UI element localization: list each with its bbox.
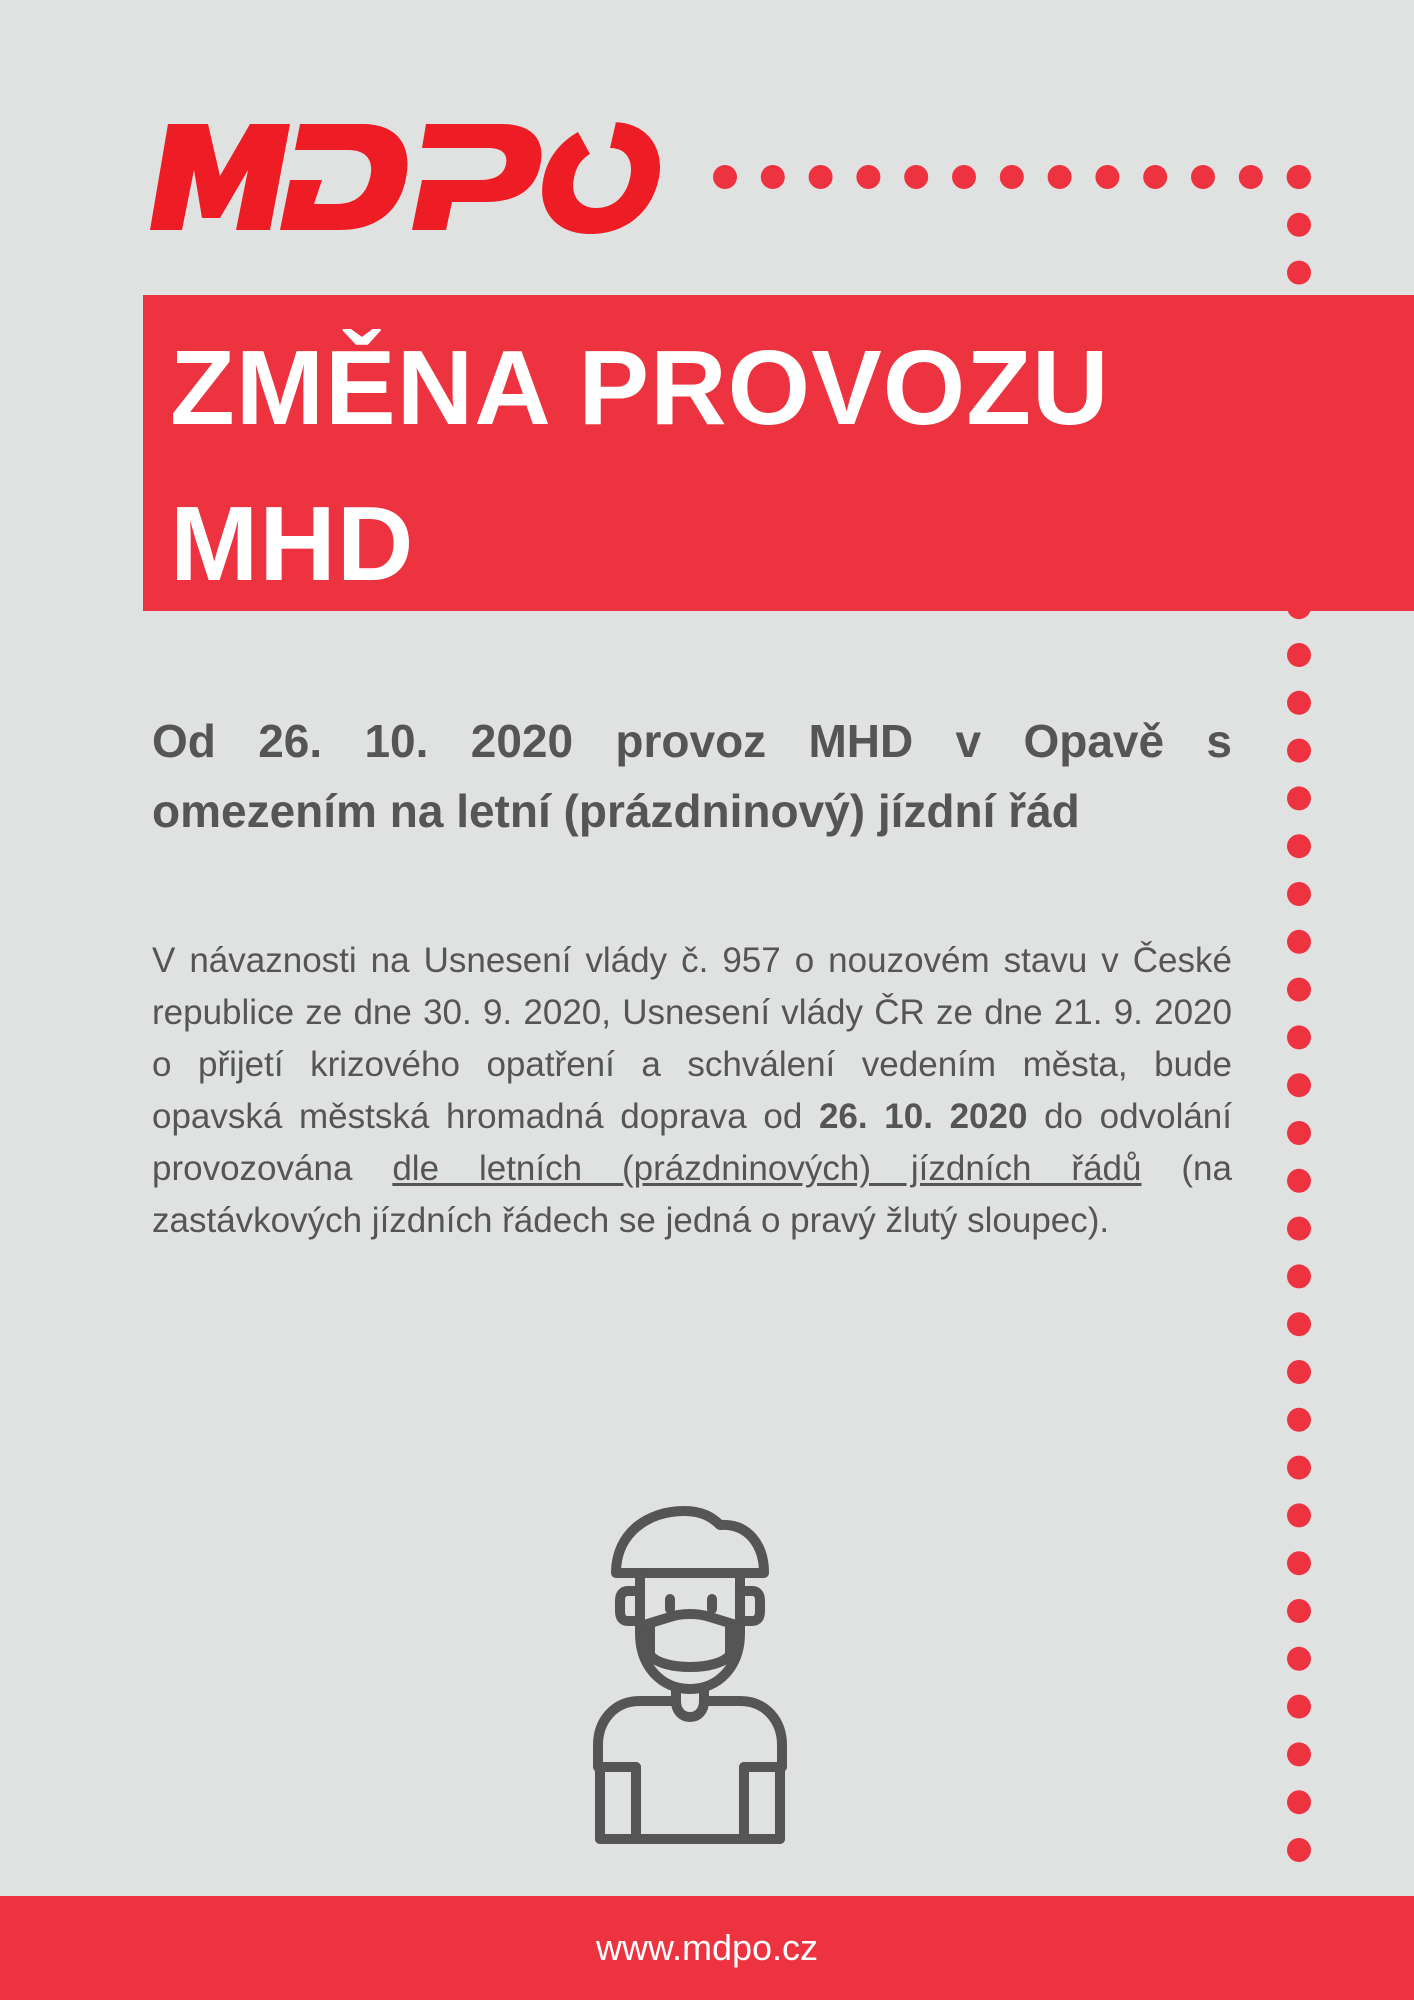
body-timetable-underlined: dle letních (prázdninových) jízdních řádů (392, 1149, 1142, 1188)
decorative-dot (1287, 1360, 1311, 1384)
title-line-2: MHD (170, 485, 415, 603)
decorative-dot (1287, 1121, 1311, 1145)
decorative-dot (1287, 930, 1311, 954)
decorative-dot (1287, 1551, 1311, 1575)
mdpo-logo (150, 118, 662, 236)
body-paragraph (152, 935, 1232, 1247)
decorative-dot (1287, 1217, 1311, 1241)
decorative-dot (1287, 1838, 1311, 1862)
decorative-dot (1287, 643, 1311, 667)
decorative-dot (761, 165, 785, 189)
decorative-dot (1287, 1503, 1311, 1527)
decorative-dot (1287, 1408, 1311, 1432)
decorative-dot (856, 165, 880, 189)
decorative-dot (1287, 165, 1311, 189)
decorative-dot (1287, 1695, 1311, 1719)
decorative-dot (1143, 165, 1167, 189)
decorative-dot (713, 165, 737, 189)
decorative-dot (1287, 261, 1311, 285)
decorative-dot (1000, 165, 1024, 189)
decorative-dot (1287, 1456, 1311, 1480)
decorative-dot (1287, 978, 1311, 1002)
body-text-part-3: (na zastávkových jízdních řádech se jedná o pravý žlutý sloupec). (152, 1149, 1232, 1240)
decorative-dot (1287, 1647, 1311, 1671)
decorative-dot (1287, 1790, 1311, 1814)
decorative-dot (1287, 739, 1311, 763)
decorative-dot (1287, 1742, 1311, 1766)
decorative-dot (1095, 165, 1119, 189)
decorative-dot (809, 165, 833, 189)
page-title (170, 310, 1350, 622)
body-text-part-2: do odvolání provozována (152, 1097, 1232, 1188)
decorative-dot (1287, 786, 1311, 810)
decorative-dot (1287, 834, 1311, 858)
decorative-dot (1287, 691, 1311, 715)
title-line-1: ZMĚNA PROVOZU (170, 329, 1110, 447)
decorative-dot (1191, 165, 1215, 189)
decorative-dot (1239, 165, 1263, 189)
decorative-dot (952, 165, 976, 189)
decorative-dot (1287, 165, 1311, 189)
footer-website-link[interactable]: www.mdpo.cz (595, 1927, 819, 1968)
decorative-dot (1287, 1264, 1311, 1288)
decorative-dot (1287, 1073, 1311, 1097)
decorative-dot (904, 165, 928, 189)
decorative-dot (1287, 213, 1311, 237)
decorative-dot (1287, 1599, 1311, 1623)
decorative-dot (1287, 1312, 1311, 1336)
person-with-face-mask-icon (590, 1505, 820, 1845)
decorative-dot (1287, 1025, 1311, 1049)
body-date-bold: 26. 10. 2020 (818, 1097, 1028, 1136)
decorative-dot (1287, 882, 1311, 906)
body-text-part-1: V návaznosti na Usnesení vlády č. 957 o nouzovém stavu v České republice ze dne 30. 9. 2020, Usnesení vlády ČR ze dne 21. 9. 2020 o přijetí krizového opatření a schválení vedením města, bude opavská městská hromadná doprava od (152, 941, 1232, 1136)
decorative-dot (1287, 1169, 1311, 1193)
subtitle: Od 26. 10. 2020 provoz MHD v Opavě s omezením na letní (prázdninový) jízdní řád (152, 715, 1232, 837)
decorative-dot (1048, 165, 1072, 189)
